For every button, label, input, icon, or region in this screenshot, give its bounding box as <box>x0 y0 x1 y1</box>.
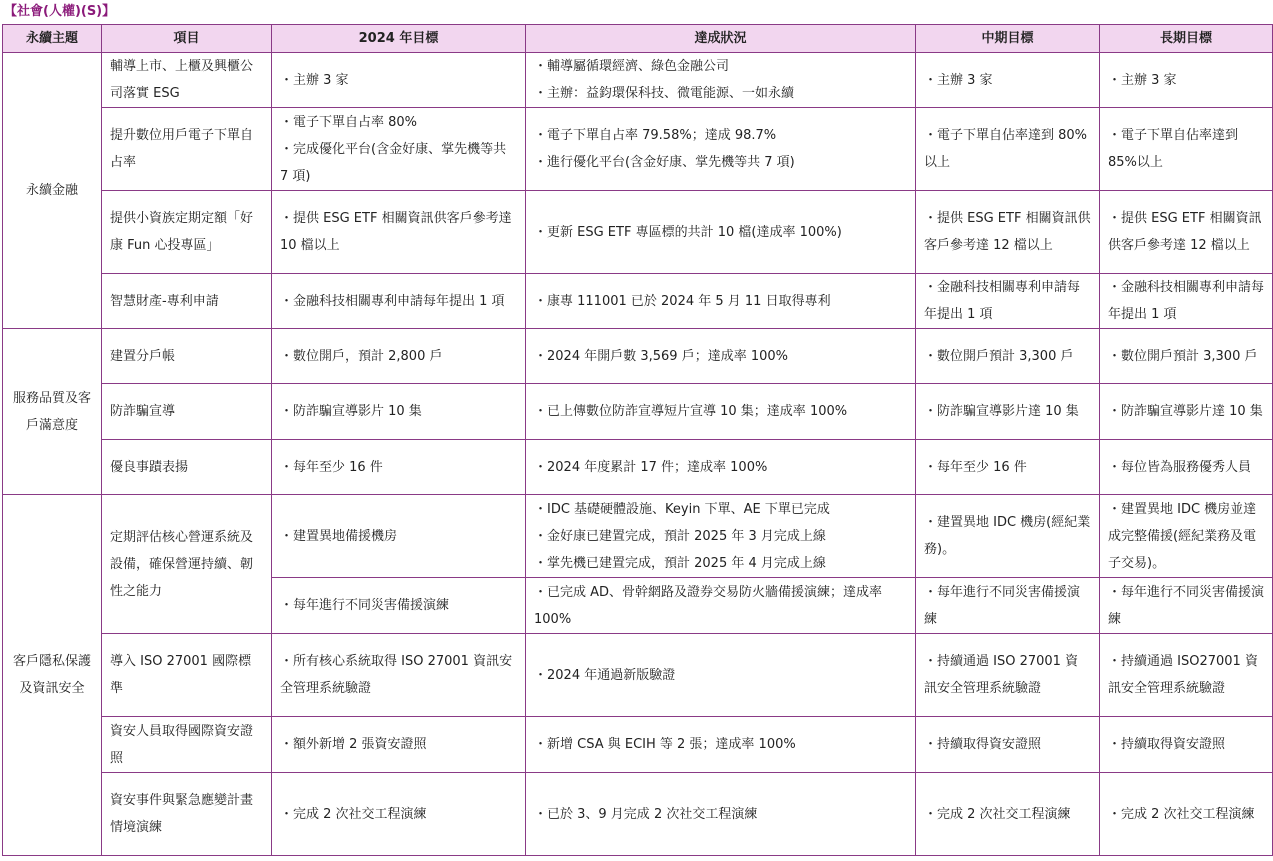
status-cell <box>526 384 916 440</box>
status-cell-line: ・已完成 AD、骨幹網路及證券交易防火牆備援演練；達成率 100% <box>534 584 883 627</box>
status-cell-line: ・康專 111001 已於 2024 年 5 月 11 日取得專利 <box>534 293 831 309</box>
status-cell-line: ・金好康已建置完成，預計 2025 年 3 月完成上線 <box>534 528 826 544</box>
mid-term-cell-line: ・主辦 3 家 <box>924 72 993 88</box>
target-2024-cell <box>272 495 526 578</box>
status-cell <box>526 634 916 717</box>
table-row <box>3 191 1273 274</box>
header-row <box>3 25 1273 53</box>
mid-term-cell <box>916 634 1100 717</box>
theme-cell: 服務品質及客戶滿意度 <box>3 329 102 495</box>
mid-term-cell-line: ・金融科技相關專利申請每年提出 1 項 <box>924 280 1081 322</box>
target-2024-cell-line: ・建置異地備援機房 <box>280 528 398 544</box>
mid-term-cell <box>916 384 1100 440</box>
item-cell: 定期評估核心營運系統及設備，確保營運持續、韌性之能力 <box>102 495 272 634</box>
table-row <box>3 773 1273 856</box>
header-long-term: 長期目標 <box>1100 25 1273 53</box>
status-cell <box>526 329 916 384</box>
status-cell-line: ・主辦：益鈞環保科技、微電能源、一如永續 <box>534 86 795 101</box>
table-row <box>3 108 1273 191</box>
target-2024-cell <box>272 108 526 191</box>
mid-term-cell <box>916 773 1100 856</box>
long-term-cell-line: ・數位開戶預計 3,300 戶 <box>1108 348 1258 364</box>
target-2024-cell-line: ・提供 ESG ETF 相關資訊供客戶參考達 10 檔以上 <box>280 211 512 253</box>
header-status: 達成狀況 <box>526 25 916 53</box>
table-row <box>3 634 1273 717</box>
mid-term-cell <box>916 191 1100 274</box>
status-cell <box>526 495 916 578</box>
long-term-cell <box>1100 384 1273 440</box>
long-term-cell <box>1100 440 1273 495</box>
item-cell: 提供小資族定期定額「好康 Fun 心投專區」 <box>102 191 272 274</box>
target-2024-cell <box>272 329 526 384</box>
target-2024-cell <box>272 773 526 856</box>
item-cell: 導入 ISO 27001 國際標準 <box>102 634 272 717</box>
table-row <box>3 717 1273 773</box>
status-cell-line: ・IDC 基礎硬體設施、Keyin 下單、AE 下單已完成 <box>534 501 830 517</box>
item-cell: 優良事蹟表揚 <box>102 440 272 495</box>
item-cell: 提升數位用戶電子下單自占率 <box>102 108 272 191</box>
mid-term-cell-line: ・防詐騙宣導影片達 10 集 <box>924 404 1079 419</box>
long-term-cell <box>1100 108 1273 191</box>
status-cell <box>526 108 916 191</box>
status-cell <box>526 274 916 329</box>
long-term-cell-line: ・防詐騙宣導影片達 10 集 <box>1108 404 1263 419</box>
long-term-cell <box>1100 53 1273 108</box>
status-cell <box>526 191 916 274</box>
long-term-cell <box>1100 495 1273 578</box>
target-2024-cell-line: ・額外新增 2 張資安證照 <box>280 737 427 752</box>
target-2024-cell-line: ・每年進行不同災害備援演練 <box>280 598 450 613</box>
mid-term-cell <box>916 578 1100 634</box>
header-mid-term: 中期目標 <box>916 25 1100 53</box>
status-cell <box>526 773 916 856</box>
table-body <box>3 53 1273 856</box>
long-term-cell-line: ・提供 ESG ETF 相關資訊供客戶參考達 12 檔以上 <box>1108 211 1262 253</box>
status-cell-line: ・2024 年開戶數 3,569 戶；達成率 100% <box>534 348 788 364</box>
long-term-cell <box>1100 578 1273 634</box>
status-cell-line: ・新增 CSA 與 ECIH 等 2 張；達成率 100% <box>534 737 796 752</box>
item-cell: 輔導上市、上櫃及興櫃公司落實 ESG <box>102 53 272 108</box>
target-2024-cell-line: ・數位開戶，預計 2,800 戶 <box>280 348 443 364</box>
long-term-cell-line: ・電子下單自佔率達到 85%以上 <box>1108 128 1239 170</box>
long-term-cell-line: ・建置異地 IDC 機房並達成完整備援(經紀業務及電子交易)。 <box>1108 501 1257 571</box>
mid-term-cell-line: ・持續通過 ISO 27001 資訊安全管理系統驗證 <box>924 654 1079 696</box>
status-cell <box>526 578 916 634</box>
target-2024-cell-line: ・每年至少 16 件 <box>280 459 383 475</box>
mid-term-cell <box>916 440 1100 495</box>
table-row <box>3 440 1273 495</box>
mid-term-cell-line: ・持續取得資安證照 <box>924 737 1042 752</box>
table-row <box>3 495 1273 578</box>
target-2024-cell-line: ・防詐騙宣導影片 10 集 <box>280 404 422 419</box>
item-cell: 防詐騙宣導 <box>102 384 272 440</box>
mid-term-cell <box>916 274 1100 329</box>
long-term-cell <box>1100 773 1273 856</box>
theme-cell: 永續金融 <box>3 53 102 329</box>
long-term-cell <box>1100 191 1273 274</box>
status-cell <box>526 440 916 495</box>
long-term-cell-line: ・每位皆為服務優秀人員 <box>1108 459 1252 475</box>
target-2024-cell <box>272 274 526 329</box>
target-2024-cell-line: ・電子下單自占率 80% <box>280 114 418 130</box>
esg-goals-table <box>2 24 1273 856</box>
section-title: 【社會(人權)(S)】 <box>4 4 116 19</box>
long-term-cell-line: ・持續通過 ISO27001 資訊安全管理系統驗證 <box>1108 654 1258 696</box>
long-term-cell <box>1100 329 1273 384</box>
long-term-cell-line: ・金融科技相關專利申請每年提出 1 項 <box>1108 280 1265 322</box>
target-2024-cell-line: ・完成 2 次社交工程演練 <box>280 806 427 822</box>
status-cell <box>526 717 916 773</box>
long-term-cell <box>1100 634 1273 717</box>
target-2024-cell <box>272 53 526 108</box>
mid-term-cell <box>916 717 1100 773</box>
header-item: 項目 <box>102 25 272 53</box>
long-term-cell-line: ・每年進行不同災害備援演練 <box>1108 584 1265 627</box>
target-2024-cell-line: ・所有核心系統取得 ISO 27001 資訊安全管理系統驗證 <box>280 654 513 696</box>
mid-term-cell-line: ・數位開戶預計 3,300 戶 <box>924 348 1074 364</box>
header-theme: 永續主題 <box>3 25 102 53</box>
table-row <box>3 274 1273 329</box>
item-cell: 智慧財產-專利申請 <box>102 274 272 329</box>
status-cell-line: ・2024 年度累計 17 件；達成率 100% <box>534 459 768 475</box>
table-row <box>3 329 1273 384</box>
mid-term-cell-line: ・每年進行不同災害備援演練 <box>924 584 1081 627</box>
status-cell <box>526 53 916 108</box>
target-2024-cell-line: ・完成優化平台(含金好康、掌先機等共 7 項) <box>280 141 507 184</box>
target-2024-cell <box>272 717 526 773</box>
long-term-cell-line: ・持續取得資安證照 <box>1108 737 1226 752</box>
mid-term-cell-line: ・電子下單自佔率達到 80%以上 <box>924 128 1088 170</box>
status-cell-line: ・2024 年通過新版驗證 <box>534 667 676 683</box>
long-term-cell <box>1100 717 1273 773</box>
table-row <box>3 53 1273 108</box>
target-2024-cell <box>272 384 526 440</box>
target-2024-cell <box>272 578 526 634</box>
status-cell-line: ・更新 ESG ETF 專區標的共計 10 檔(達成率 100%) <box>534 224 842 240</box>
status-cell-line: ・掌先機已建置完成，預計 2025 年 4 月完成上線 <box>534 555 826 571</box>
target-2024-cell-line: ・金融科技相關專利申請每年提出 1 項 <box>280 293 505 309</box>
theme-cell: 客戶隱私保護及資訊安全 <box>3 495 102 856</box>
mid-term-cell <box>916 329 1100 384</box>
status-cell-line: ・已於 3、9 月完成 2 次社交工程演練 <box>534 806 758 822</box>
mid-term-cell-line: ・每年至少 16 件 <box>924 459 1027 475</box>
target-2024-cell <box>272 634 526 717</box>
mid-term-cell <box>916 495 1100 578</box>
mid-term-cell <box>916 53 1100 108</box>
status-cell-line: ・進行優化平台(含金好康、掌先機等共 7 項) <box>534 155 795 170</box>
item-cell: 資安人員取得國際資安證照 <box>102 717 272 773</box>
long-term-cell-line: ・完成 2 次社交工程演練 <box>1108 806 1255 822</box>
status-cell-line: ・已上傳數位防詐宣導短片宣導 10 集；達成率 100% <box>534 404 848 419</box>
target-2024-cell-line: ・主辦 3 家 <box>280 72 349 88</box>
mid-term-cell-line: ・建置異地 IDC 機房(經紀業務)。 <box>924 515 1091 557</box>
status-cell-line: ・電子下單自占率 79.58%；達成 98.7% <box>534 128 777 143</box>
long-term-cell-line: ・主辦 3 家 <box>1108 72 1177 88</box>
mid-term-cell-line: ・完成 2 次社交工程演練 <box>924 806 1071 822</box>
table-row <box>3 384 1273 440</box>
item-cell: 建置分戶帳 <box>102 329 272 384</box>
mid-term-cell <box>916 108 1100 191</box>
long-term-cell <box>1100 274 1273 329</box>
header-target-2024: 2024 年目標 <box>272 25 526 53</box>
target-2024-cell <box>272 440 526 495</box>
item-cell: 資安事件與緊急應變計畫情境演練 <box>102 773 272 856</box>
status-cell-line: ・輔導屬循環經濟、綠色金融公司 <box>534 59 730 74</box>
mid-term-cell-line: ・提供 ESG ETF 相關資訊供客戶參考達 12 檔以上 <box>924 211 1091 253</box>
target-2024-cell <box>272 191 526 274</box>
